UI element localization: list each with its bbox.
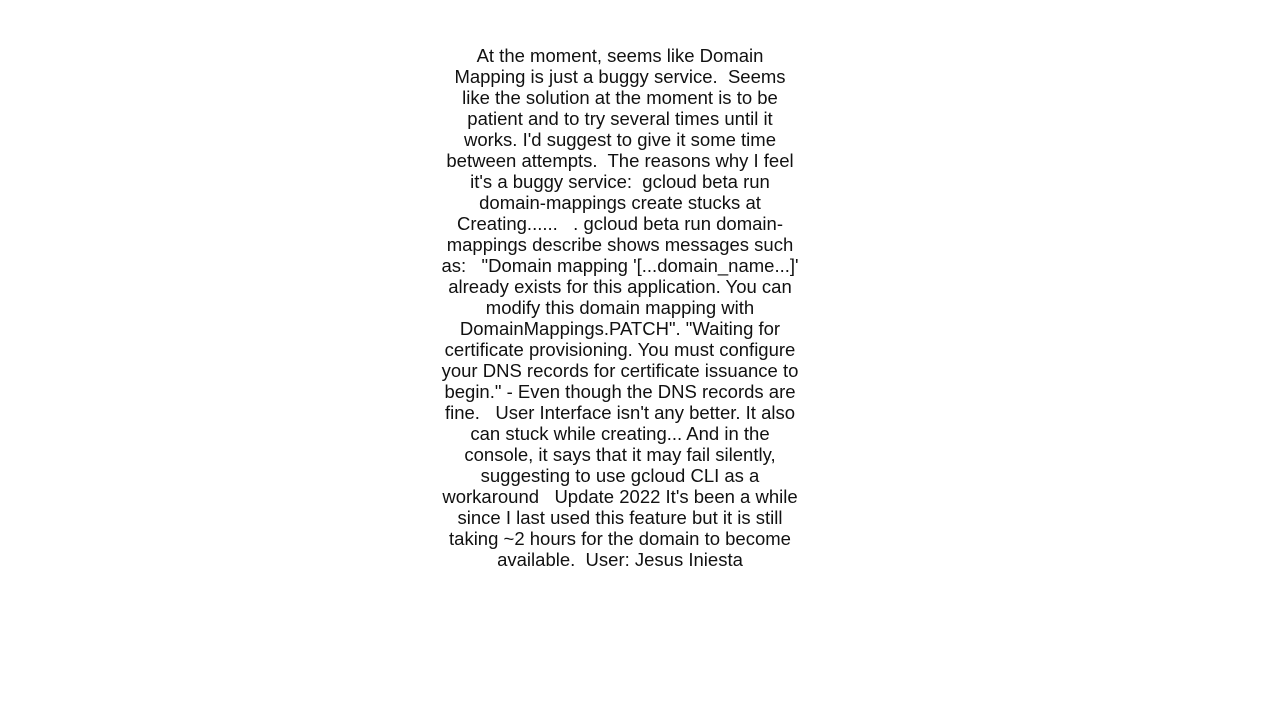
- post-body-text: At the moment, seems like Domain Mapping is just a buggy service. Seems like the solution at the moment is to be patient and to try several times until it works. I'd suggest to give it some time between attempts. The reasons why I feel it's a buggy service: gcloud beta run domain-mappings create stucks at Creating...... . gcloud beta run domain-mappings describe shows messages such as: "Domain mapping '[...domain_name...]' already exists for this application. You can modify this domain mapping with DomainMappings.PATCH". "Waiting for certificate provisioning. You must configure your DNS records for certificate issuance to begin." - Even though the DNS records are fine. User Interface isn't any better. It also can stuck while creating... And in the console, it says that it may fail silently, suggesting to use gcloud CLI as a workaround Update 2022 It's been a while since I last used this feature but it is still taking ~2 hours for the domain to become available. User: Jesus Iniesta: [441, 45, 804, 570]
